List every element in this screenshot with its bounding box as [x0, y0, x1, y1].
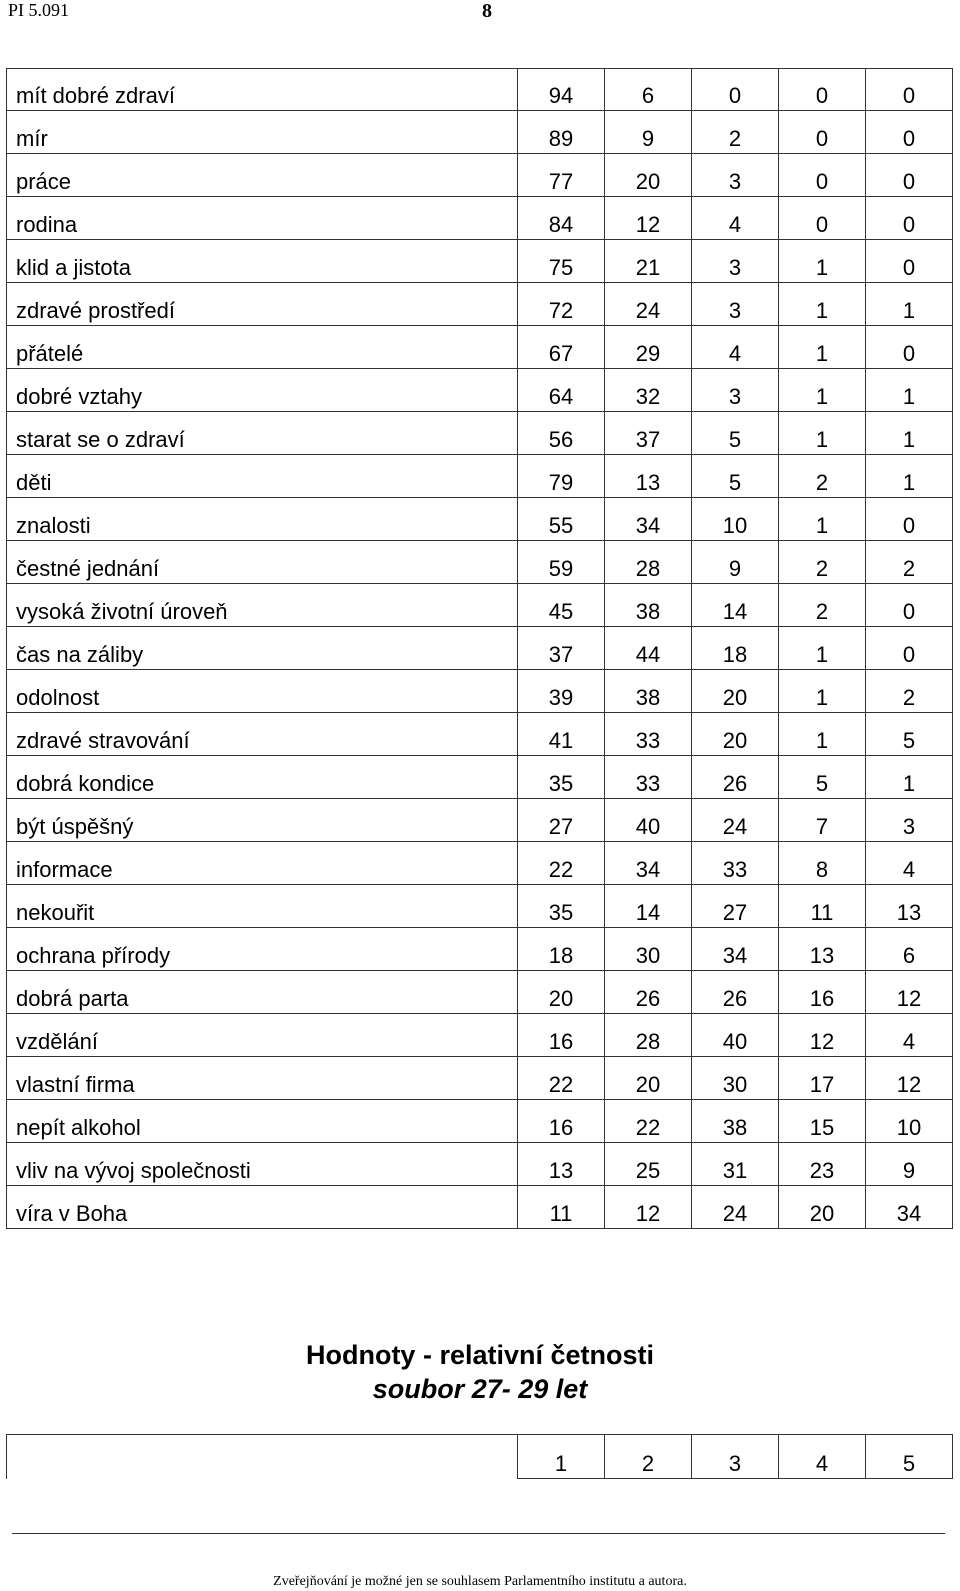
table-row	[7, 326, 953, 369]
footer-note: Zveřejňování je možné jen se souhlasem Parlamentního institutu a autora.	[273, 1574, 687, 1589]
table-row	[7, 541, 953, 584]
value-cell: 0	[866, 326, 953, 369]
value-cell: 1	[779, 498, 866, 541]
value-cell: 25	[605, 1143, 692, 1186]
row-label: být úspěšný	[7, 799, 518, 842]
value-cell: 26	[692, 756, 779, 799]
value-cell: 17	[779, 1057, 866, 1100]
table-row	[7, 713, 953, 756]
table-row	[7, 154, 953, 197]
value-cell: 0	[866, 498, 953, 541]
next-table-header	[6, 1434, 953, 1479]
value-cell: 12	[779, 1014, 866, 1057]
value-cell: 1	[866, 756, 953, 799]
value-cell: 44	[605, 627, 692, 670]
value-cell: 27	[518, 799, 605, 842]
table-row	[7, 756, 953, 799]
value-cell: 5	[779, 756, 866, 799]
value-cell: 12	[605, 197, 692, 240]
document-code: PI 5.091	[8, 0, 70, 20]
value-cell: 1	[779, 412, 866, 455]
value-cell: 55	[518, 498, 605, 541]
value-cell: 1	[779, 283, 866, 326]
value-cell: 23	[779, 1143, 866, 1186]
value-cell: 45	[518, 584, 605, 627]
value-cell: 24	[692, 1186, 779, 1229]
row-label: mír	[7, 111, 518, 154]
row-label: nepít alkohol	[7, 1100, 518, 1143]
table-row	[7, 369, 953, 412]
table-row	[7, 842, 953, 885]
row-label: děti	[7, 455, 518, 498]
value-cell: 59	[518, 541, 605, 584]
value-cell: 33	[605, 713, 692, 756]
row-label: čestné jednání	[7, 541, 518, 584]
value-cell: 16	[518, 1014, 605, 1057]
row-label: vzdělání	[7, 1014, 518, 1057]
value-cell: 4	[866, 1014, 953, 1057]
table-row	[7, 283, 953, 326]
value-cell: 0	[866, 69, 953, 111]
value-cell: 1	[779, 326, 866, 369]
value-cell: 0	[866, 584, 953, 627]
value-cell: 72	[518, 283, 605, 326]
table-row	[7, 1143, 953, 1186]
value-cell: 24	[692, 799, 779, 842]
table-row	[7, 1057, 953, 1100]
value-cell: 40	[692, 1014, 779, 1057]
value-cell: 9	[605, 111, 692, 154]
value-cell: 5	[866, 713, 953, 756]
table-row	[7, 971, 953, 1014]
footer-divider	[12, 1533, 945, 1534]
value-cell: 2	[866, 541, 953, 584]
value-cell: 14	[605, 885, 692, 928]
value-cell: 1	[866, 455, 953, 498]
value-cell: 20	[605, 154, 692, 197]
value-cell: 13	[518, 1143, 605, 1186]
row-label: znalosti	[7, 498, 518, 541]
table-row	[7, 69, 953, 111]
value-cell: 67	[518, 326, 605, 369]
row-label: přátelé	[7, 326, 518, 369]
value-cell: 38	[605, 670, 692, 713]
row-label: dobrá parta	[7, 971, 518, 1014]
value-cell: 34	[605, 842, 692, 885]
row-label: informace	[7, 842, 518, 885]
value-cell: 26	[692, 971, 779, 1014]
value-cell: 13	[779, 928, 866, 971]
header-label-cell	[7, 1435, 518, 1479]
value-cell: 1	[779, 627, 866, 670]
value-cell: 28	[605, 541, 692, 584]
value-cell: 4	[692, 197, 779, 240]
value-cell: 29	[605, 326, 692, 369]
value-cell: 0	[779, 69, 866, 111]
value-cell: 39	[518, 670, 605, 713]
value-cell: 77	[518, 154, 605, 197]
value-cell: 0	[866, 111, 953, 154]
value-cell: 1	[779, 240, 866, 283]
table-row	[7, 584, 953, 627]
value-cell: 56	[518, 412, 605, 455]
table-row	[7, 1100, 953, 1143]
value-cell: 0	[866, 627, 953, 670]
value-cell: 0	[779, 111, 866, 154]
section-subtitle: soubor 27- 29 let	[372, 1374, 588, 1404]
column-header: 3	[692, 1435, 779, 1479]
row-label: dobré vztahy	[7, 369, 518, 412]
table-row	[7, 498, 953, 541]
table-row	[7, 885, 953, 928]
value-cell: 7	[779, 799, 866, 842]
value-cell: 16	[518, 1100, 605, 1143]
row-label: vlastní firma	[7, 1057, 518, 1100]
value-cell: 13	[605, 455, 692, 498]
value-cell: 12	[866, 1057, 953, 1100]
value-cell: 18	[692, 627, 779, 670]
table-row	[7, 627, 953, 670]
value-cell: 40	[605, 799, 692, 842]
value-cell: 79	[518, 455, 605, 498]
row-label: čas na záliby	[7, 627, 518, 670]
value-cell: 75	[518, 240, 605, 283]
value-cell: 14	[692, 584, 779, 627]
value-cell: 10	[692, 498, 779, 541]
value-cell: 2	[866, 670, 953, 713]
value-cell: 30	[605, 928, 692, 971]
value-cell: 33	[692, 842, 779, 885]
value-cell: 18	[518, 928, 605, 971]
value-cell: 20	[692, 670, 779, 713]
values-table-body	[7, 69, 953, 1229]
value-cell: 9	[692, 541, 779, 584]
row-label: ochrana přírody	[7, 928, 518, 971]
row-label: vysoká životní úroveň	[7, 584, 518, 627]
value-cell: 22	[518, 1057, 605, 1100]
value-cell: 41	[518, 713, 605, 756]
value-cell: 1	[779, 369, 866, 412]
table-row	[7, 240, 953, 283]
value-cell: 1	[866, 283, 953, 326]
value-cell: 0	[779, 197, 866, 240]
row-label: klid a jistota	[7, 240, 518, 283]
row-label: víra v Boha	[7, 1186, 518, 1229]
value-cell: 10	[866, 1100, 953, 1143]
value-cell: 5	[692, 412, 779, 455]
value-cell: 20	[518, 971, 605, 1014]
table-row	[7, 928, 953, 971]
value-cell: 33	[605, 756, 692, 799]
value-cell: 11	[779, 885, 866, 928]
value-cell: 3	[692, 154, 779, 197]
column-header: 1	[518, 1435, 605, 1479]
value-cell: 2	[779, 541, 866, 584]
value-cell: 3	[692, 369, 779, 412]
value-cell: 5	[692, 455, 779, 498]
column-header: 2	[605, 1435, 692, 1479]
value-cell: 20	[779, 1186, 866, 1229]
value-cell: 94	[518, 69, 605, 111]
value-cell: 1	[866, 412, 953, 455]
value-cell: 2	[692, 111, 779, 154]
row-label: zdravé prostředí	[7, 283, 518, 326]
value-cell: 34	[605, 498, 692, 541]
value-cell: 32	[605, 369, 692, 412]
table-row	[7, 799, 953, 842]
value-cell: 22	[605, 1100, 692, 1143]
column-header: 4	[779, 1435, 866, 1479]
value-cell: 15	[779, 1100, 866, 1143]
value-cell: 1	[779, 713, 866, 756]
value-cell: 0	[866, 154, 953, 197]
value-cell: 2	[779, 455, 866, 498]
value-cell: 31	[692, 1143, 779, 1186]
value-cell: 3	[692, 240, 779, 283]
row-label: starat se o zdraví	[7, 412, 518, 455]
value-cell: 27	[692, 885, 779, 928]
row-label: mít dobré zdraví	[7, 69, 518, 111]
row-label: práce	[7, 154, 518, 197]
value-cell: 3	[692, 283, 779, 326]
row-label: zdravé stravování	[7, 713, 518, 756]
table-row	[7, 455, 953, 498]
value-cell: 20	[692, 713, 779, 756]
table-row	[7, 1186, 953, 1229]
value-cell: 1	[779, 670, 866, 713]
value-cell: 34	[692, 928, 779, 971]
value-cell: 4	[692, 326, 779, 369]
value-cell: 4	[866, 842, 953, 885]
row-label: odolnost	[7, 670, 518, 713]
row-label: dobrá kondice	[7, 756, 518, 799]
value-cell: 6	[605, 69, 692, 111]
value-cell: 3	[866, 799, 953, 842]
value-cell: 9	[866, 1143, 953, 1186]
section-title: Hodnoty - relativní četnosti	[305, 1340, 655, 1370]
value-cell: 13	[866, 885, 953, 928]
value-cell: 20	[605, 1057, 692, 1100]
value-cell: 26	[605, 971, 692, 1014]
value-cell: 12	[605, 1186, 692, 1229]
value-cell: 22	[518, 842, 605, 885]
value-cell: 11	[518, 1186, 605, 1229]
value-cell: 0	[779, 154, 866, 197]
value-cell: 38	[605, 584, 692, 627]
value-cell: 6	[866, 928, 953, 971]
value-cell: 64	[518, 369, 605, 412]
value-cell: 1	[866, 369, 953, 412]
value-cell: 30	[692, 1057, 779, 1100]
value-cell: 21	[605, 240, 692, 283]
table-row	[7, 111, 953, 154]
value-cell: 35	[518, 756, 605, 799]
page-number: 8	[482, 0, 492, 22]
row-label: vliv na vývoj společnosti	[7, 1143, 518, 1186]
value-cell: 37	[605, 412, 692, 455]
value-cell: 2	[779, 584, 866, 627]
value-cell: 0	[692, 69, 779, 111]
value-cell: 8	[779, 842, 866, 885]
table-row	[7, 1014, 953, 1057]
values-table	[6, 68, 953, 1229]
value-cell: 12	[866, 971, 953, 1014]
column-header-row	[7, 1435, 953, 1479]
value-cell: 37	[518, 627, 605, 670]
table-row	[7, 670, 953, 713]
value-cell: 89	[518, 111, 605, 154]
row-label: rodina	[7, 197, 518, 240]
value-cell: 0	[866, 240, 953, 283]
value-cell: 24	[605, 283, 692, 326]
table-row	[7, 197, 953, 240]
value-cell: 34	[866, 1186, 953, 1229]
value-cell: 84	[518, 197, 605, 240]
value-cell: 0	[866, 197, 953, 240]
value-cell: 16	[779, 971, 866, 1014]
value-cell: 35	[518, 885, 605, 928]
row-label: nekouřit	[7, 885, 518, 928]
table-row	[7, 412, 953, 455]
value-cell: 28	[605, 1014, 692, 1057]
column-header: 5	[866, 1435, 953, 1479]
value-cell: 38	[692, 1100, 779, 1143]
